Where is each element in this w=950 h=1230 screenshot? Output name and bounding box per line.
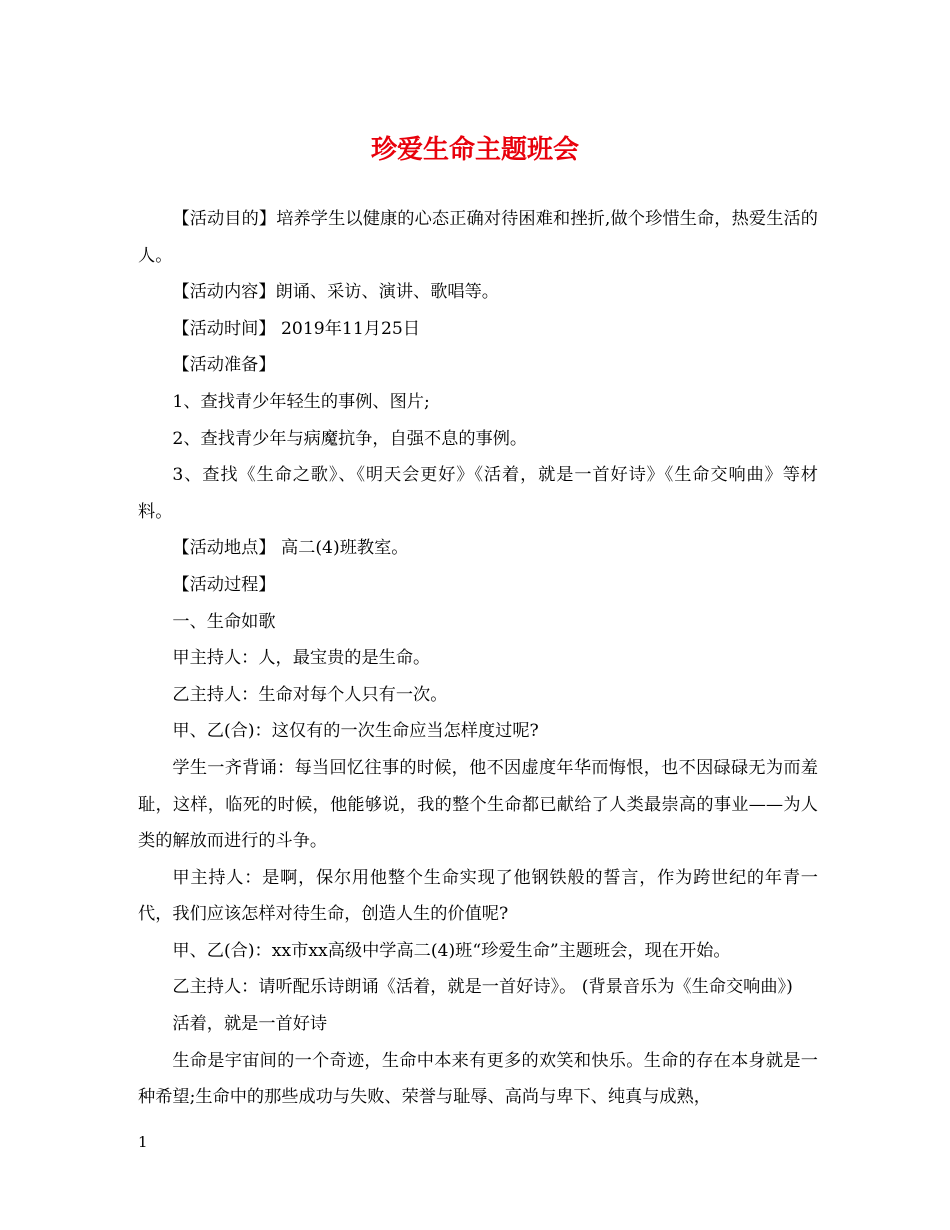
paragraph-activity-location: 【活动地点】 高二(4)班教室。 (172, 538, 409, 559)
page-number: 1 (138, 1133, 148, 1151)
paragraph-host-a-line-2: 甲主持人：是啊，保尔用他整个生命实现了他钢铁般的誓言，作为跨世纪的年青一代，我们应该怎样对待生命，创造人生的价值呢? (138, 867, 818, 925)
paragraph-host-a-line-1: 甲主持人：人，最宝贵的是生命。 (172, 648, 431, 669)
paragraph-poem-title: 活着，就是一首好诗 (172, 1014, 328, 1035)
paragraph-activity-time: 【活动时间】 2019年11月25日 (172, 318, 421, 339)
paragraph-activity-process: 【活动过程】 (172, 574, 276, 595)
paragraph-activity-preparation: 【活动准备】 (172, 355, 276, 376)
paragraph-preparation-item-2: 2、查找青少年与病魔抗争，自强不息的事例。 (172, 428, 528, 449)
paragraph-activity-content: 【活动内容】朗诵、采访、演讲、歌唱等。 (172, 282, 499, 303)
document-body (138, 201, 818, 1116)
paragraph-hosts-together-line-2: 甲、乙(合)：xx市xx高级中学高二(4)班“珍爱生命”主题班会，现在开始。 (172, 940, 731, 961)
paragraph-poem-body: 生命是宇宙间的一个奇迹，生命中本来有更多的欢笑和快乐。生命的存在本身就是一种希望;生命中的那些成功与失败、荣誉与耻辱、高尚与卑下、纯真与成熟， (138, 1050, 818, 1108)
paragraph-hosts-together-line-1: 甲、乙(合)：这仅有的一次生命应当怎样度过呢? (172, 721, 539, 742)
paragraph-activity-purpose: 【活动目的】培养学生以健康的心态正确对待困难和挫折,做个珍惜生命，热爱生活的人。 (138, 209, 818, 266)
paragraph-host-b-line-2: 乙主持人：请听配乐诗朗诵《活着，就是一首好诗》。 (背景音乐为《生命交响曲》) (172, 977, 793, 998)
paragraph-section-heading: 一、生命如歌 (172, 611, 276, 632)
paragraph-preparation-item-3: 3、查找《生命之歌》、《明天会更好》《活着，就是一首好诗》《生命交响曲》等材料。 (138, 465, 818, 522)
paragraph-student-recitation: 学生一齐背诵：每当回忆往事的时候，他不因虚度年华而悔恨，也不因碌碌无为而羞耻，这样，临死的时候，他能够说，我的整个生命都已献给了人类最崇高的事业——为人类的解放而进行的斗争。 (138, 757, 818, 852)
paragraph-preparation-item-1: 1、查找青少年轻生的事例、图片; (172, 391, 430, 412)
paragraph-host-b-line-1: 乙主持人：生命对每个人只有一次。 (172, 684, 448, 705)
document-title: 珍爱生命主题班会 (370, 135, 579, 165)
